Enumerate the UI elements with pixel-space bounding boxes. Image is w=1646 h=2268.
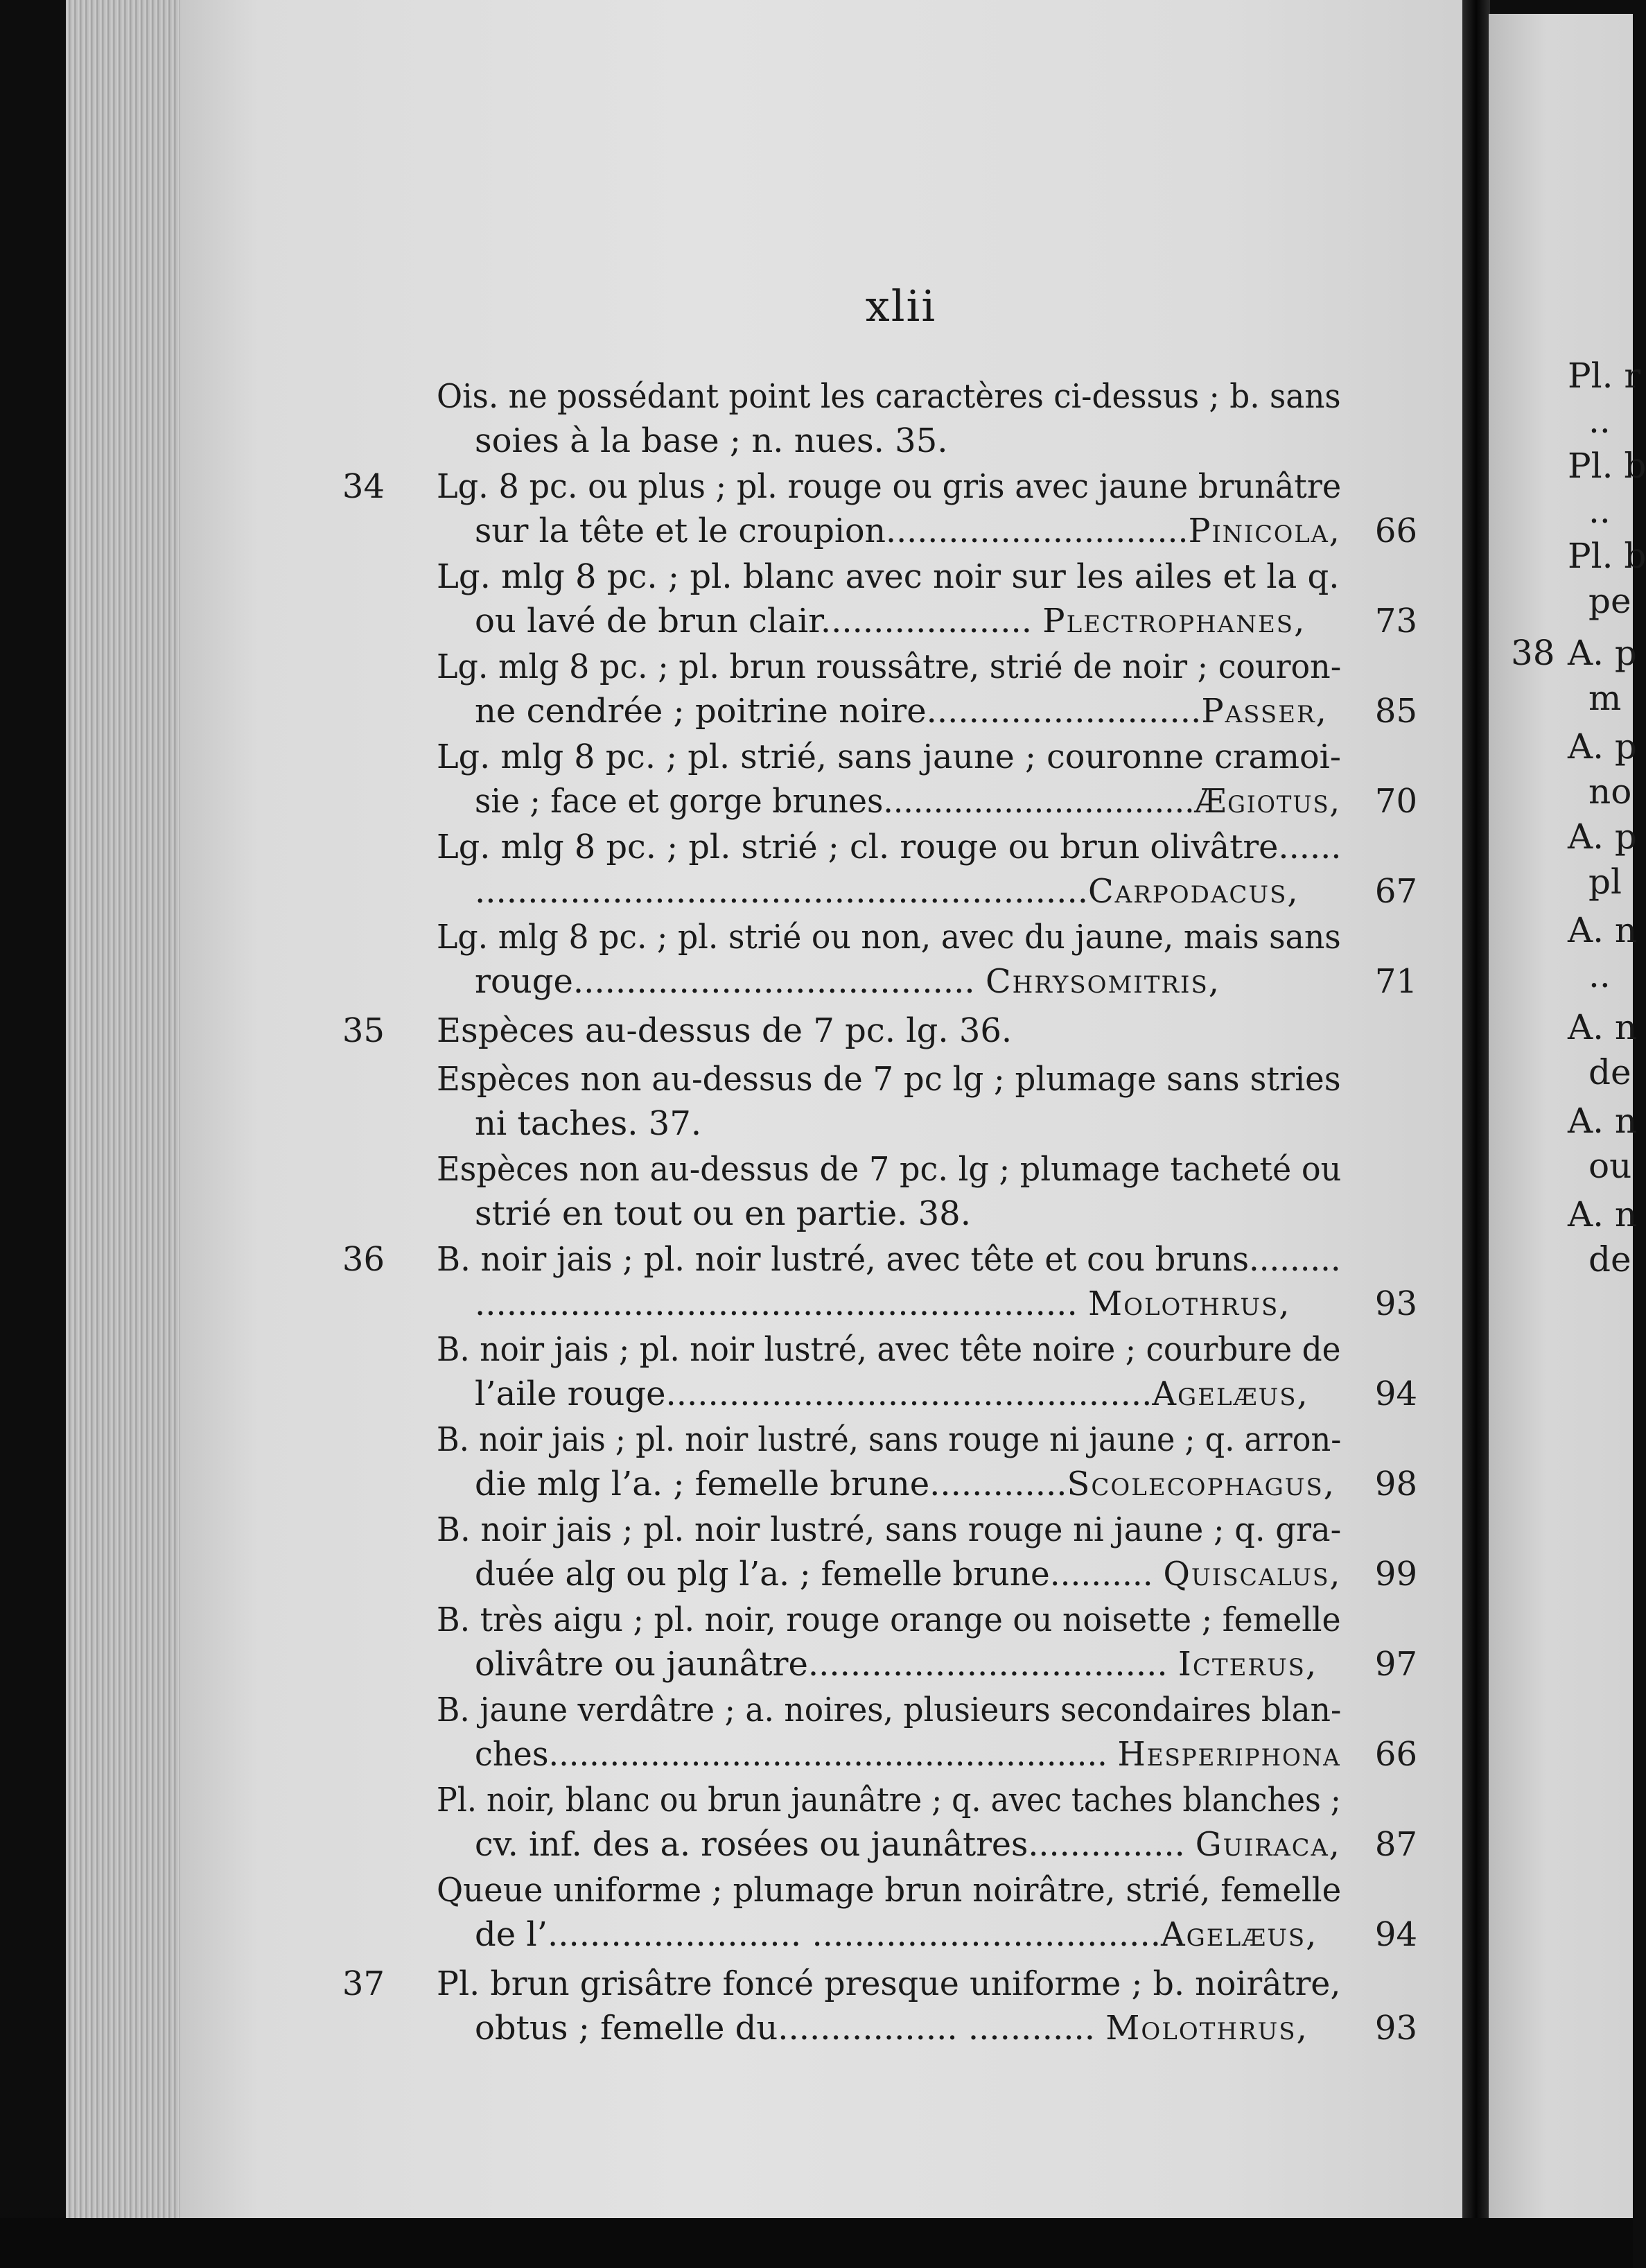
entry-line-continued	[475, 1462, 1336, 1506]
right-page-line: Pl. r	[1568, 356, 1641, 396]
entry-line: Lg. mlg 8 pc. ; pl. strié ; cl. rouge ou brun olivâtre......	[437, 828, 1342, 866]
entry-text: l’aile rouge..............................................	[475, 1375, 1153, 1413]
entry-line: Pl. brun grisâtre foncé presque uniforme ; b. noirâtre,	[437, 1964, 1341, 2003]
genus-name: Icterus,	[1177, 1645, 1318, 1684]
key-number: 37	[342, 1964, 385, 2003]
entry-line: Queue uniforme ; plumage brun noirâtre, strié, femelle	[437, 1871, 1342, 1910]
entry-line: Pl. noir, blanc ou brun jaunâtre ; q. avec taches blanches ;	[437, 1781, 1341, 1820]
entry-text: ni taches. 37.	[475, 1104, 702, 1143]
entry-line: Lg. 8 pc. ou plus ; pl. rouge ou gris avec jaune brunâtre	[437, 467, 1342, 506]
right-page-line: pl	[1588, 862, 1622, 902]
entry-line: Ois. ne possédant point les caractères ci-dessus ; b. sans	[437, 377, 1341, 416]
genus-name: Plectrophanes,	[1042, 602, 1306, 640]
right-page-line: de	[1588, 1239, 1631, 1280]
right-page-key-number: 38	[1511, 633, 1555, 673]
entry-line-continued	[475, 1101, 701, 1146]
entry-line: B. noir jais ; pl. noir lustré, sans rouge ni jaune ; q. arron-	[437, 1420, 1342, 1459]
page-reference: 87	[1374, 1825, 1417, 1864]
entry-text: die mlg l’a. ; femelle brune.............	[475, 1465, 1067, 1503]
entry-line-continued	[475, 1642, 1317, 1686]
key-number: 35	[342, 1011, 385, 1050]
genus-name: Carpodacus,	[1087, 872, 1299, 911]
right-page-line: Pl. b	[1568, 536, 1646, 576]
right-page-line: pe	[1588, 581, 1631, 621]
entry-line-continued	[475, 1192, 971, 1236]
right-page-line: A. n	[1568, 1194, 1638, 1235]
entry-line-continued	[475, 779, 1341, 823]
genus-name: Ægiotus,	[1194, 782, 1341, 821]
genus-name: Agelæus,	[1152, 1375, 1309, 1413]
entry-line-continued	[475, 419, 948, 463]
entry-line-continued	[475, 1372, 1309, 1416]
genus-name: Guiraca,	[1195, 1825, 1341, 1864]
entry-line-continued	[475, 1282, 1291, 1326]
genus-name: Molothrus,	[1087, 1284, 1291, 1323]
entry-text: strié en tout ou en partie. 38.	[475, 1194, 971, 1233]
entry-line-continued	[475, 509, 1341, 553]
entry-text: soies à la base ; n. nues. 35.	[475, 421, 948, 460]
genus-name: Passer,	[1201, 692, 1328, 731]
entry-line-continued	[475, 869, 1299, 914]
genus-name: Agelæus,	[1160, 1915, 1318, 1954]
right-page-line: ..	[1588, 955, 1611, 995]
genus-name: Quiscalus,	[1163, 1555, 1342, 1594]
page-reference: 71	[1374, 962, 1417, 1001]
page-reference: 66	[1374, 512, 1417, 550]
entry-line-continued	[475, 1552, 1341, 1596]
page-reference: 73	[1374, 602, 1417, 640]
entry-text: ..........................................................	[475, 872, 1088, 911]
entry-text: sie ; face et gorge brunes...............................	[475, 782, 1195, 821]
entry-text: olivâtre ou jaunâtre..................................	[475, 1645, 1178, 1684]
entry-text: rouge......................................	[475, 962, 986, 1001]
right-page-line: A. p	[1568, 817, 1637, 857]
right-page-line: A. p	[1568, 633, 1637, 673]
entry-line: Espèces non au-dessus de 7 pc lg ; plumage sans stries	[437, 1060, 1341, 1099]
key-number: 34	[342, 467, 385, 506]
entry-text: sur la tête et le croupion.............................	[475, 512, 1189, 550]
right-page-line: ou	[1588, 1146, 1632, 1186]
entry-line-continued	[475, 1912, 1317, 1957]
right-page-line: Pl. b	[1568, 446, 1646, 486]
entry-line-continued	[475, 599, 1306, 643]
page-reference: 85	[1374, 692, 1417, 731]
scan-bottom-border	[0, 2218, 1633, 2268]
key-number: 36	[342, 1240, 385, 1279]
right-page-line: ..	[1588, 491, 1611, 531]
right-page-line: de	[1588, 1052, 1631, 1092]
genus-name: Hesperiphona	[1117, 1735, 1341, 1774]
genus-name: Pinicola,	[1188, 512, 1341, 550]
right-page-line: m	[1588, 678, 1622, 718]
page-reference: 94	[1374, 1375, 1417, 1413]
entry-line: Espèces non au-dessus de 7 pc. lg ; plumage tacheté ou	[437, 1150, 1342, 1189]
entry-line: Lg. mlg 8 pc. ; pl. strié, sans jaune ; couronne cramoi-	[437, 738, 1341, 776]
entry-line: Lg. mlg 8 pc. ; pl. blanc avec noir sur les ailes et la q.	[437, 557, 1340, 596]
entry-line: B. très aigu ; pl. noir, rouge orange ou noisette ; femelle	[437, 1600, 1341, 1639]
right-page-line: A. n	[1568, 1007, 1638, 1047]
entry-text: obtus ; femelle du................. ............	[475, 2009, 1106, 2048]
entry-line: B. noir jais ; pl. noir lustré, avec tête noire ; courbure de	[437, 1330, 1341, 1369]
genus-name: Scolecophagus,	[1067, 1465, 1336, 1503]
entry-line-continued	[475, 689, 1328, 733]
entry-line: B. noir jais ; pl. noir lustré, sans rouge ni jaune ; q. gra-	[437, 1510, 1342, 1549]
entry-line-continued	[475, 1822, 1341, 1867]
page-reference: 99	[1374, 1555, 1417, 1594]
page-reference: 94	[1374, 1915, 1417, 1954]
page-reference: 98	[1374, 1465, 1417, 1503]
right-page-line: no	[1588, 771, 1632, 812]
entry-text: .........................................................	[475, 1284, 1088, 1323]
genus-name: Chrysomitris,	[985, 962, 1220, 1001]
entry-line: B. noir jais ; pl. noir lustré, avec tête et cou bruns.........	[437, 1240, 1341, 1279]
entry-text: cv. inf. des a. rosées ou jaunâtres...............	[475, 1825, 1196, 1864]
page-number: xlii	[865, 281, 937, 331]
entry-line: Lg. mlg 8 pc. ; pl. strié ou non, avec du jaune, mais sans	[437, 918, 1341, 957]
entry-line: Lg. mlg 8 pc. ; pl. brun roussâtre, strié de noir ; couron-	[437, 647, 1342, 686]
page-reference: 66	[1374, 1735, 1417, 1774]
right-page-line: A. n	[1568, 1101, 1638, 1141]
entry-text: duée alg ou plg l’a. ; femelle brune..........	[475, 1555, 1164, 1594]
entry-text: de l’........................ .................................	[475, 1915, 1161, 1954]
entry-line-continued	[475, 2006, 1308, 2050]
page-reference: 93	[1374, 2009, 1417, 2048]
entry-line: Espèces au-dessus de 7 pc. lg. 36.	[437, 1011, 1013, 1050]
page-reference: 70	[1374, 782, 1417, 821]
entry-text: ches.......................................................	[475, 1735, 1118, 1774]
right-page-line: A. n	[1568, 910, 1638, 950]
page-reference: 93	[1374, 1284, 1417, 1323]
page-reference: 97	[1374, 1645, 1417, 1684]
genus-name: Molothrus,	[1105, 2009, 1308, 2048]
entry-line-continued	[475, 959, 1220, 1004]
entry-line-continued	[475, 1732, 1341, 1777]
entry-text: ou lavé de brun clair....................	[475, 602, 1043, 640]
page-reference: 67	[1374, 872, 1417, 911]
book-gutter	[1462, 0, 1490, 2268]
entry-text: ne cendrée ; poitrine noire..........................	[475, 692, 1202, 731]
right-page-line: A. p	[1568, 726, 1637, 767]
right-page-line: ..	[1588, 401, 1611, 441]
entry-line: B. jaune verdâtre ; a. noires, plusieurs secondaires blan-	[437, 1691, 1342, 1729]
